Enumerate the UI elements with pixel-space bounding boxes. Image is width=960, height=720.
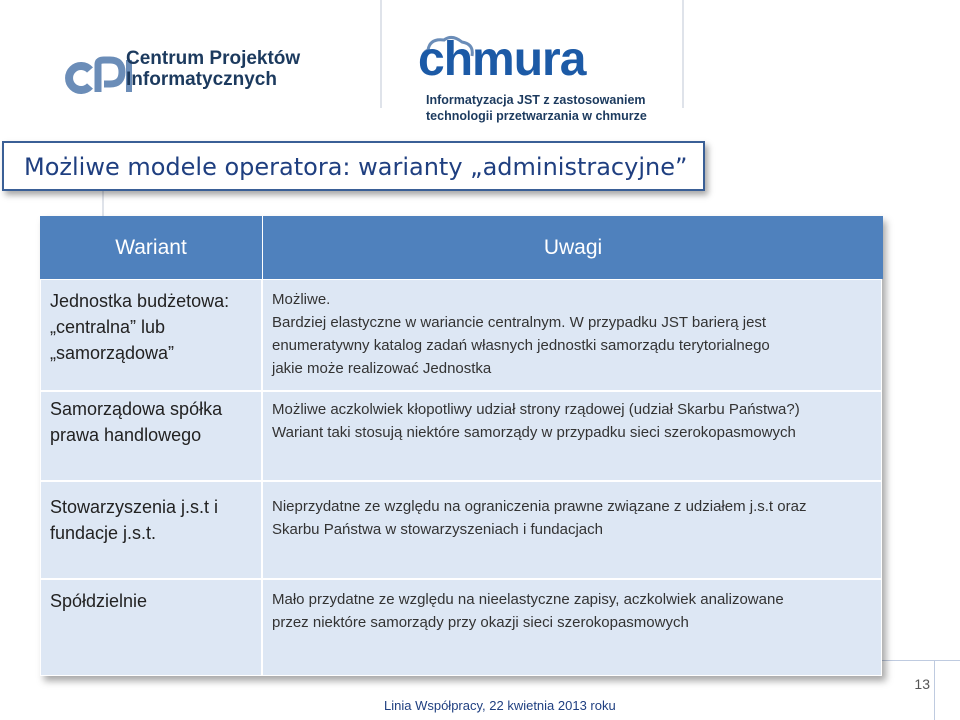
table-row-notes [262, 481, 882, 579]
variants-table [40, 216, 882, 676]
divider-line [880, 660, 960, 661]
table-row-notes [262, 391, 882, 481]
slide-title: Możliwe modele operatora: warianty „administracyjne” [24, 153, 688, 181]
chmura-logo: chmura [418, 33, 586, 86]
footer-text: Linia Współpracy, 22 kwietnia 2013 roku [384, 698, 616, 713]
table-row-variant [40, 579, 262, 676]
variant-text: Spółdzielnie [50, 591, 148, 611]
page-number: 13 [914, 676, 930, 692]
table-row-notes [262, 579, 882, 676]
table-header-notes: Uwagi [262, 216, 883, 279]
divider-line [380, 0, 382, 108]
table-row-variant [40, 481, 262, 579]
notes-text: Nieprzydatne ze względu na ograniczenia prawne związane z udziałem j.s.t oraz Skarbu Państwa w stowarzyszeniach i fundacjach [272, 498, 807, 538]
table-row-variant [40, 391, 262, 481]
variant-text: Samorządowa spółka prawa handlowego [50, 399, 223, 445]
table-row-variant [40, 279, 262, 391]
table-row-notes [262, 279, 882, 391]
table-header-variant: Wariant [40, 216, 262, 279]
cpi-logo-text: Centrum Projektów Informatycznych [126, 48, 301, 90]
notes-text: Mało przydatne ze względu na nieelastyczne zapisy, aczkolwiek analizowane przez niektóre samorządy przy okazji sieci szerokopasmowych [272, 591, 784, 631]
chmura-tagline: Informatyzacja JST z zastosowaniem technologii przetwarzania w chmurze [426, 93, 647, 123]
notes-text: Możliwe aczkolwiek kłopotliwy udział strony rządowej (udział Skarbu Państwa?) Wariant taki stosują niektóre samorządy w przypadku sieci szerokopasmowych [272, 401, 800, 441]
variant-text: Jednostka budżetowa: „centralna” lub „samorządowa” [50, 291, 230, 363]
divider-line [682, 0, 684, 108]
variant-text: Stowarzyszenia j.s.t i fundacje j.s.t. [50, 497, 219, 543]
divider-line [934, 660, 935, 720]
slide-title-box [2, 141, 705, 191]
notes-text: Możliwe. Bardziej elastyczne w wariancie centralnym. W przypadku JST barierą jest enumeratywny katalog zadań własnych jednostki samorządu terytorialnego jakie może realizować Jednostka [272, 291, 770, 377]
